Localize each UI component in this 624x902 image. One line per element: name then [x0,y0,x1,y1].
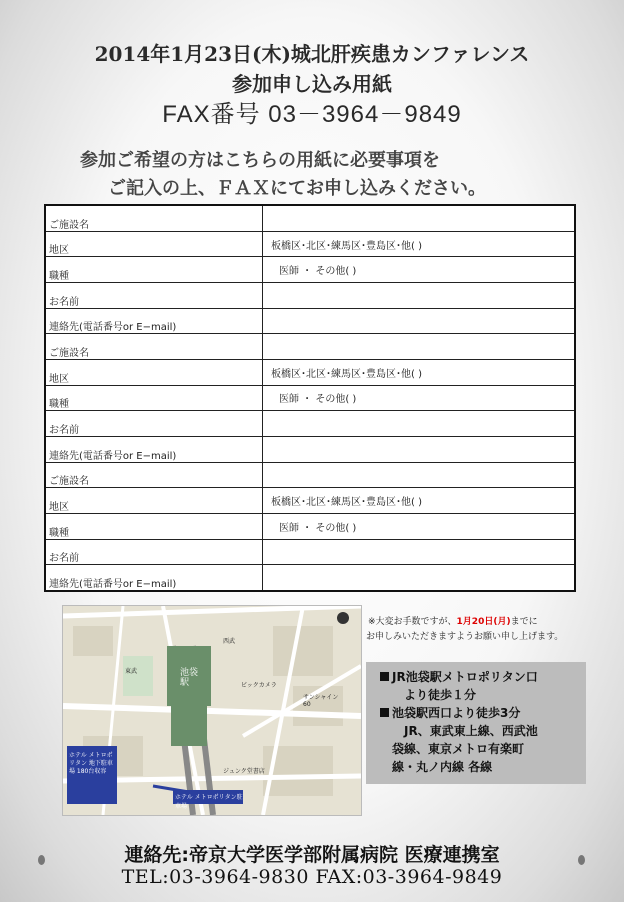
form-row-field[interactable]: 板橋区･北区･練馬区･豊島区･他( ) [263,488,576,514]
form-row [45,565,575,591]
deadline-note-pre: ※大変お手数ですが、 [368,617,457,627]
deadline-date: 1月20日(月) [456,617,511,627]
form-row-label: ご施設名 [45,334,263,360]
deadline-note-2: お申しみいただきますようお願い申し上げます。 [366,632,564,642]
form-row [45,385,575,411]
station-label: 池袋駅 [180,668,199,688]
form-row-label: 地区 [45,231,263,257]
form-row-field[interactable] [263,411,576,437]
form-row-label: 連絡先(電話番号or E−mail) [45,436,263,462]
form-row-label: 職種 [45,385,263,411]
form-row-field[interactable]: 医師 ・ その他( ) [263,513,576,539]
form-row-field[interactable] [263,334,576,360]
form-row-field[interactable] [263,205,576,231]
bullet-square-icon [380,708,389,717]
contact-department: 連絡先:帝京大学医学部附属病院 医療連携室 [124,844,500,866]
form-row [45,231,575,257]
deadline-note-post: までに [510,617,538,627]
hotel-garage-label: ホテル メトロポリタン 地下駐車場 180台収容 [69,752,113,775]
form-row [45,308,575,334]
access-box [366,662,586,784]
form-title: 参加申し込み用紙 [232,72,392,96]
form-row [45,488,575,514]
fax-number: FAX番号 03－3964－9849 [162,101,462,128]
form-row [45,462,575,488]
form-row [45,257,575,283]
junku-label: ジュンク堂書店 [223,768,265,775]
form-row [45,411,575,437]
intro-line-2: ご記入の上、ＦＡＸにてお申し込みください。 [108,178,486,199]
map-drawing [63,606,361,815]
form-row-label: 職種 [45,513,263,539]
access-lines-3: 線・丸ノ内線 各線 [392,760,493,774]
access-lines-2: 袋線、東京メトロ有楽町 [392,742,525,756]
form-row-label: 職種 [45,257,263,283]
form-row [45,539,575,565]
form-row-field[interactable] [263,308,576,334]
form-row [45,436,575,462]
form-row-field[interactable] [263,282,576,308]
registration-form-table [44,204,576,592]
form-row-label: お名前 [45,539,263,565]
access-west-text: 池袋駅西口より徒歩3分 [392,706,521,720]
form-row [45,282,575,308]
bic-camera-label: ビックカメラ [241,682,277,689]
form-row-field[interactable]: 医師 ・ その他( ) [263,385,576,411]
access-west [380,704,586,722]
intro-line-1: 参加ご希望の方はこちらの用紙に必要事項を [80,150,440,171]
hotel-entrance-label: ホテル メトロポリタン駐車場 [175,794,243,810]
access-jr-text: JR池袋駅メトロポリタン口 [392,670,538,684]
form-row-field[interactable] [263,436,576,462]
form-row-field[interactable]: 板橋区･北区･練馬区･豊島区･他( ) [263,359,576,385]
location-map [62,605,362,816]
form-row-label: 地区 [45,488,263,514]
tobu-label: 東武 [125,668,138,675]
form-row-label: 連絡先(電話番号or E−mail) [45,565,263,591]
form-row [45,205,575,231]
form-row-label: お名前 [45,282,263,308]
conference-title: 2014年1月23日(木)城北肝疾患カンファレンス [94,42,530,66]
form-row-field[interactable] [263,539,576,565]
form-row [45,359,575,385]
sunshine-label: サンシャイン60 [303,694,339,708]
form-row-field[interactable]: 医師 ・ その他( ) [263,257,576,283]
form-row-label: お名前 [45,411,263,437]
form-row-label: ご施設名 [45,205,263,231]
form-row [45,513,575,539]
seibu-label: 西武 [223,638,236,645]
form-row-field[interactable] [263,462,576,488]
bullet-square-icon [380,672,389,681]
access-lines-1: JR、東武東上線、西武池 [404,724,538,738]
deadline-note [368,614,538,627]
form-row-field[interactable] [263,565,576,591]
form-row-label: 地区 [45,359,263,385]
form-row-field[interactable]: 板橋区･北区･練馬区･豊島区･他( ) [263,231,576,257]
form-row-label: 連絡先(電話番号or E−mail) [45,308,263,334]
access-jr-walk: より徒歩１分 [404,688,477,702]
contact-phones: TEL:03-3964-9830 FAX:03-3964-9849 [121,866,503,888]
form-row [45,334,575,360]
form-row-label: ご施設名 [45,462,263,488]
access-jr [380,668,586,686]
